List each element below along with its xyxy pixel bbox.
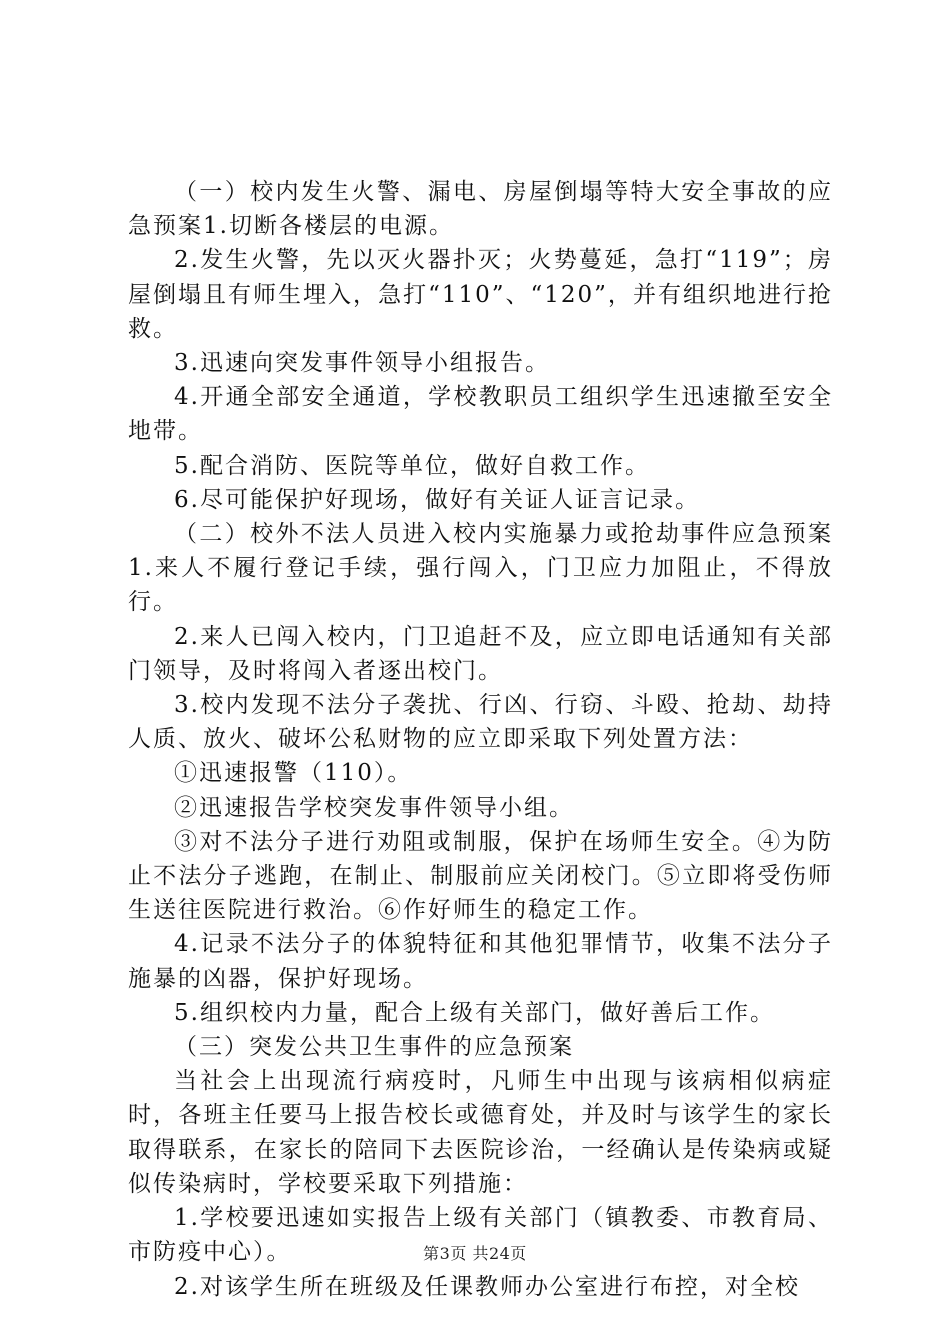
paragraph: ②迅速报告学校突发事件领导小组。 [174, 794, 574, 821]
paragraph: （二）校外不法人员进入校内实施暴力或抢劫事件应急预案1.来人不履行登记手续，强行闯入，门卫应力加阻止，不得放行。 [128, 521, 833, 616]
paragraph: 当社会上出现流行病疫时，凡师生中出现与该病相似病症时，各班主任要马上报告校长或德育处，并及时与该学生的家长取得联系，在家长的陪同下去医院诊治，一经确认是传染病或疑似传染病时，学校要采取下列措施： [128, 1068, 833, 1197]
paragraph: 2.发生火警，先以灭火器扑灭；火势蔓延，急打“119”；房屋倒塌且有师生埋入，急打“110”、“120”，并有组织地进行抢救。 [128, 247, 833, 342]
paragraph: 1.学校要迅速如实报告上级有关部门（镇教委、市教育局、市防疫中心）。 [128, 1205, 833, 1266]
paragraph: 5.组织校内力量，配合上级有关部门，做好善后工作。 [174, 999, 775, 1026]
paragraph: ③对不法分子进行劝阻或制服，保护在场师生安全。④为防止不法分子逃跑，在制止、制服前应关闭校门。⑤立即将受伤师生送往医院进行救治。⑥作好师生的稳定工作。 [128, 828, 833, 924]
document-body [128, 175, 833, 1304]
paragraph: 5.配合消防、医院等单位，做好自救工作。 [174, 452, 650, 479]
paragraph: （三）突发公共卫生事件的应急预案 [174, 1034, 574, 1061]
paragraph: 3.迅速向突发事件领导小组报告。 [174, 350, 550, 377]
paragraph: 2.来人已闯入校内，门卫追赶不及，应立即电话通知有关部门领导，及时将闯入者逐出校门。 [128, 623, 833, 684]
paragraph: 6.尽可能保护好现场，做好有关证人证言记录。 [174, 486, 700, 513]
paragraph: 3.校内发现不法分子袭扰、行凶、行窃、斗殴、抢劫、劫持人质、放火、破坏公私财物的应立即采取下列处置方法： [128, 692, 833, 753]
paragraph: 4.开通全部安全通道，学校教职员工组织学生迅速撤至安全地带。 [128, 384, 833, 445]
paragraph: 2.对该学生所在班级及任课教师办公室进行布控，对全校 [174, 1273, 800, 1300]
page-number-footer: 第3页 共24页 [423, 1244, 527, 1263]
paragraph: （一）校内发生火警、漏电、房屋倒塌等特大安全事故的应急预案1.切断各楼层的电源。 [128, 179, 833, 240]
paragraph: ①迅速报警（110）。 [174, 760, 413, 787]
paragraph: 4.记录不法分子的体貌特征和其他犯罪情节，收集不法分子施暴的凶器，保护好现场。 [128, 931, 833, 992]
